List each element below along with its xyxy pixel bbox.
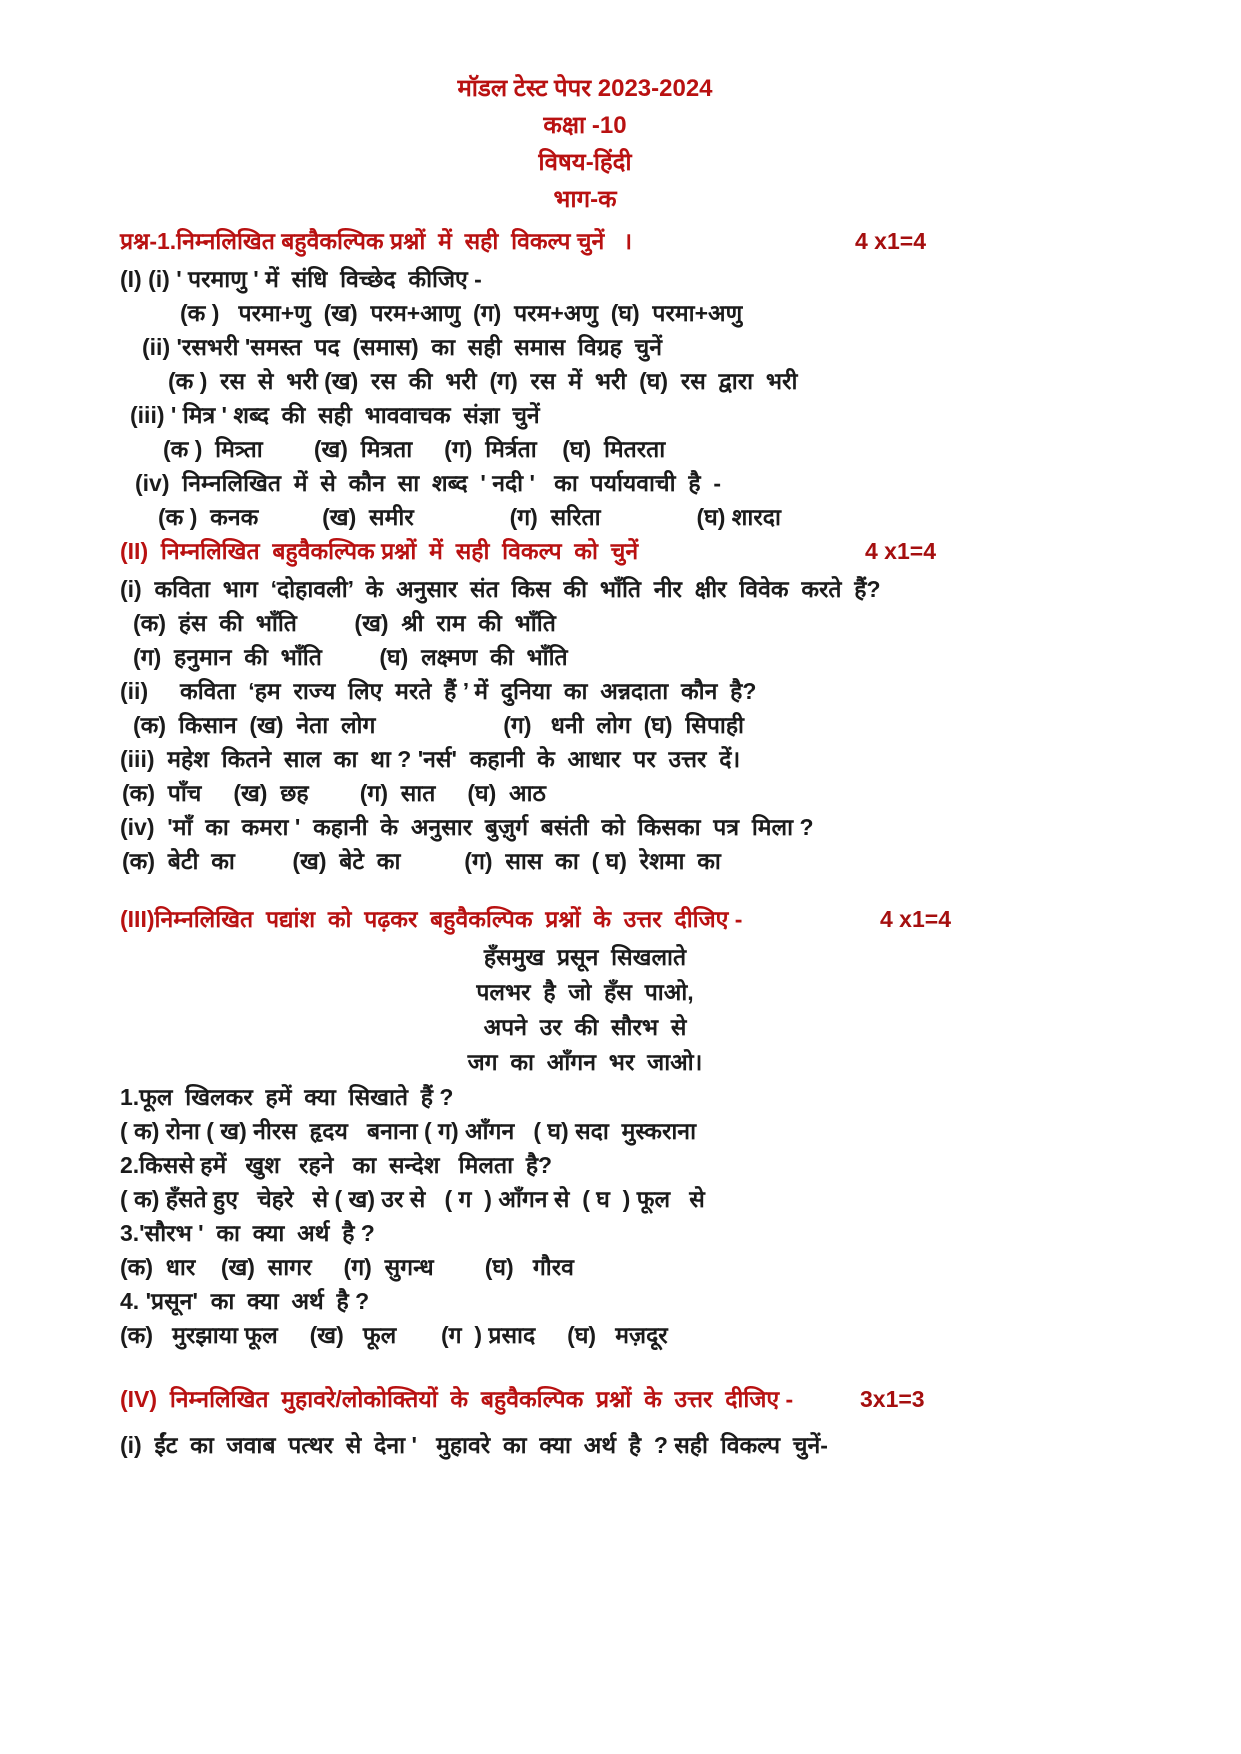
option-line: (क) मुरझाया फूल (ख) फूल (ग ) प्रसाद (घ) मज़दूर (120, 1322, 668, 1348)
option-line: (क ) रस से भरी (ख) रस की भरी (ग) रस में भरी (घ) रस द्वारा भरी (168, 368, 798, 394)
option-line: ( क) रोना ( ख) नीरस हृदय बनाना ( ग) आँगन ( घ) सदा मुस्कराना (120, 1118, 697, 1144)
question-line: (i) ईंट का जवाब पत्थर से देना ' मुहावरे का क्या अर्थ है ? सही विकल्प चुनें- (120, 1432, 828, 1458)
question-line: (i) कविता भाग ‘दोहावली’ के अनुसार संत किस की भाँति नीर क्षीर विवेक करते हैं? (120, 576, 881, 602)
class-line: कक्षा -10 (543, 112, 627, 139)
poem-line: अपने उर की सौरभ से (483, 1014, 687, 1040)
q1-heading: प्रश्न-1.निम्नलिखित बहुवैकल्पिक प्रश्नों में सही विकल्प चुनें । (120, 228, 633, 254)
question-line: (ii) 'रसभरी 'समस्त पद (समास) का सही समास विग्रह चुनें (142, 334, 662, 360)
section-q1 (120, 224, 1161, 534)
section-q2 (120, 534, 1161, 878)
question-line: (I) (i) ' परमाणु ' में संधि विच्छेद कीजिए - (120, 266, 482, 292)
option-line: (क) बेटी का (ख) बेटे का (ग) सास का ( घ) रेशमा का (122, 848, 721, 874)
question-line: 2.किससे हमें खुश रहने का सन्देश मिलता है? (120, 1152, 553, 1178)
paper-header (120, 70, 1050, 218)
option-line: (क ) परमा+णु (ख) परम+आणु (ग) परम+अणु (घ) परमा+अणु (180, 300, 743, 326)
q4-marks: 3x1=3 (860, 1386, 925, 1412)
question-line: 4. 'प्रसून' का क्या अर्थ है ? (120, 1288, 370, 1314)
question-line: (iii) महेश कितने साल का था ? 'नर्स' कहानी के आधार पर उत्तर दें। (120, 746, 741, 772)
q3-marks: 4 x1=4 (880, 906, 951, 932)
question-line: 3.'सौरभ ' का क्या अर्थ है ? (120, 1220, 375, 1246)
section-q4 (120, 1382, 1161, 1462)
q1-heading-row (120, 224, 1161, 262)
q4-heading: (IV) निम्नलिखित मुहावरे/लोकोक्तियों के बहुवैकल्पिक प्रश्नों के उत्तर दीजिए - (120, 1386, 794, 1412)
q3-heading-row (120, 902, 1161, 940)
section-q3 (120, 902, 1161, 1352)
option-line: (क ) मित्र्ता (ख) मित्रता (ग) मिर्त्रता (घ) मितरता (163, 436, 666, 462)
option-line: (क) किसान (ख) नेता लोग (ग) धनी लोग (घ) सिपाही (133, 712, 745, 738)
option-line: ( क) हँसते हुए चेहरे से ( ख) उर से ( ग ) आँगन से ( घ ) फूल से (120, 1186, 705, 1212)
poem-line: हँसमुख प्रसून सिखलाते (483, 944, 687, 970)
option-line: (क) धार (ख) सागर (ग) सुगन्ध (घ) गौरव (120, 1254, 574, 1280)
option-line: (क ) कनक (ख) समीर (ग) सरिता (घ) शारदा (158, 504, 781, 530)
option-line: (ग) हनुमान की भाँति (घ) लक्ष्मण की भाँति (133, 644, 568, 670)
question-line: (iv) निम्नलिखित में से कौन सा शब्द ' नदी ' का पर्यायवाची है - (135, 470, 722, 496)
q3-heading: (III)निम्नलिखित पद्यांश को पढ़कर बहुवैकल्पिक प्रश्नों के उत्तर दीजिए - (120, 906, 743, 932)
poem-line: पलभर है जो हँस पाओ, (476, 979, 694, 1005)
question-line: (ii) कविता ‘हम राज्य लिए मरते हैं ’ में दुनिया का अन्नदाता कौन है? (120, 678, 757, 704)
exam-title: मॉडल टेस्ट पेपर 2023-2024 (457, 75, 713, 102)
q4-heading-row (120, 1382, 1161, 1420)
poem-block (120, 940, 1050, 1080)
q2-heading: (II) निम्नलिखित बहुवैकल्पिक प्रश्नों में सही विकल्प को चुनें (120, 538, 639, 564)
question-line: 1.फूल खिलकर हमें क्या सिखाते हैं ? (120, 1084, 454, 1110)
part-label: भाग-क (553, 186, 617, 213)
question-line: (iii) ' मित्र ' शब्द की सही भाववाचक संज्ञा चुनें (130, 402, 540, 428)
q2-marks: 4 x1=4 (865, 538, 936, 564)
poem-line: जग का आँगन भर जाओ। (467, 1049, 703, 1075)
option-line: (क) हंस की भाँति (ख) श्री राम की भाँति (133, 610, 556, 636)
q2-heading-row (120, 534, 1161, 572)
subject-line: विषय-हिंदी (538, 149, 632, 176)
q1-marks: 4 x1=4 (855, 228, 926, 254)
option-line: (क) पाँच (ख) छह (ग) सात (घ) आठ (122, 780, 546, 806)
question-line: (iv) 'माँ का कमरा ' कहानी के अनुसार बुज़ुर्ग बसंती को किसका पत्र मिला ? (120, 814, 814, 840)
